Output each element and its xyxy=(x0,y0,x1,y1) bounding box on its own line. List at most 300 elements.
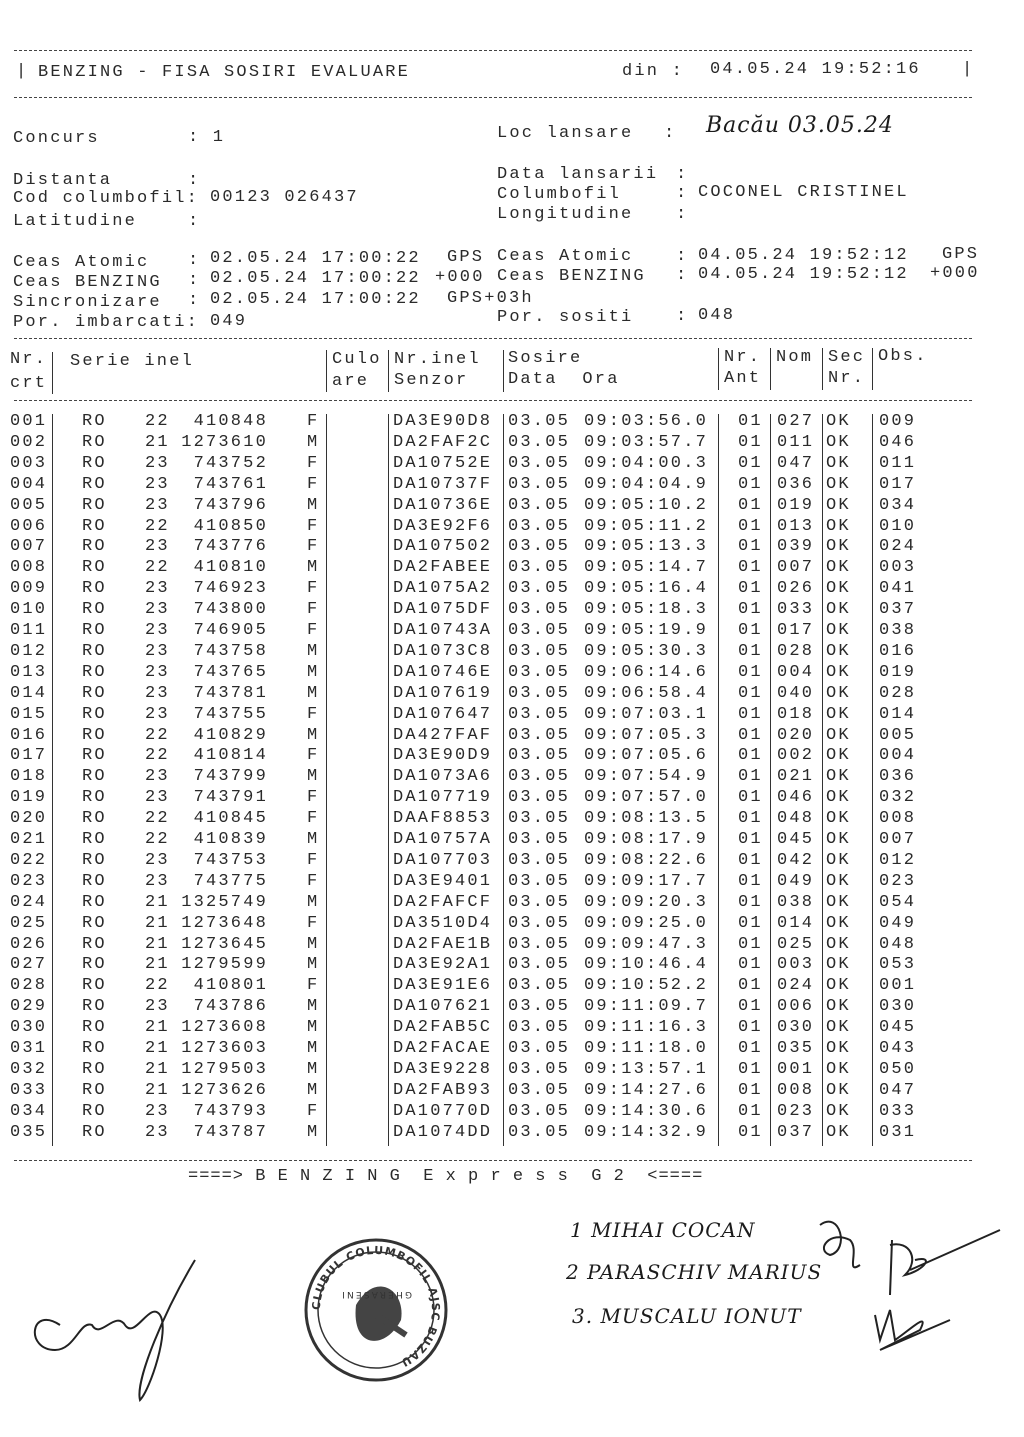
sec-status: OK xyxy=(826,600,851,620)
nom: 006 xyxy=(777,997,815,1017)
sec-status: OK xyxy=(826,725,851,745)
left-atomic-value: 02.05.24 17:00:22 xyxy=(210,249,421,268)
arrival-date: 03.05 xyxy=(508,955,571,975)
antenna-nr: 01 xyxy=(738,976,763,996)
ring-number: 1279599 xyxy=(181,955,268,975)
ring-year: 23 xyxy=(145,683,170,703)
divider xyxy=(14,97,972,98)
nom: 002 xyxy=(777,746,815,766)
ring-number: 1325749 xyxy=(181,892,268,912)
loc-lansare-label: Loc lansare xyxy=(497,124,634,143)
ring-year: 23 xyxy=(145,621,170,640)
sec-status: OK xyxy=(826,474,851,494)
row-number: 018 xyxy=(10,767,48,787)
frame-bar: | xyxy=(16,62,29,81)
ring-year: 22 xyxy=(145,412,170,431)
sensor-id: DA10752E xyxy=(393,453,493,473)
sensor-id: DA3E9401 xyxy=(393,871,493,891)
column-rule xyxy=(872,348,873,390)
sec-status: OK xyxy=(826,704,851,724)
obs: 049 xyxy=(879,913,917,933)
arrival-date: 03.05 xyxy=(508,453,571,473)
antenna-nr: 01 xyxy=(738,746,763,766)
sex: F xyxy=(307,788,320,808)
ring-country: RO xyxy=(82,516,107,536)
ring-country: RO xyxy=(82,997,107,1017)
antenna-nr: 01 xyxy=(738,516,763,536)
column-rule xyxy=(872,414,873,1146)
antenna-nr: 01 xyxy=(738,934,763,954)
row-number: 032 xyxy=(10,1059,48,1079)
stamp-inner-text: GHERASENI xyxy=(339,1289,413,1299)
arrival-date: 03.05 xyxy=(508,579,571,599)
ring-country: RO xyxy=(82,746,107,766)
nom: 047 xyxy=(777,453,815,473)
row-number: 031 xyxy=(10,1039,48,1058)
column-rule xyxy=(770,348,771,390)
arrival-time: 09:14:30.6 xyxy=(584,1101,709,1121)
obs: 036 xyxy=(879,767,917,787)
sec-status: OK xyxy=(826,976,851,996)
row-number: 034 xyxy=(10,1101,48,1121)
arrival-time: 09:07:03.1 xyxy=(584,704,709,724)
obs: 054 xyxy=(879,892,917,912)
sec-status: OK xyxy=(826,1039,851,1058)
sec-status: OK xyxy=(826,850,851,870)
obs: 037 xyxy=(879,600,917,620)
sincronizare-suffix: GPS+03h xyxy=(447,289,534,308)
sex: F xyxy=(307,976,320,996)
column-rule xyxy=(388,414,389,1146)
column-rule xyxy=(326,350,327,392)
ring-country: RO xyxy=(82,412,107,431)
sec-status: OK xyxy=(826,955,851,975)
nom: 018 xyxy=(777,704,815,724)
arrival-date: 03.05 xyxy=(508,1059,571,1079)
sensor-id: DA3E92A1 xyxy=(393,955,493,975)
ring-country: RO xyxy=(82,474,107,494)
sex: F xyxy=(307,746,320,766)
ring-year: 21 xyxy=(145,1039,170,1058)
nom: 008 xyxy=(777,1080,815,1100)
witness-3: 3. MUSCALU IONUT xyxy=(572,1304,802,1328)
col-sec-header: Sec xyxy=(828,348,866,367)
sex: M xyxy=(307,934,320,954)
sensor-id: DA3E9228 xyxy=(393,1059,493,1079)
sec-status: OK xyxy=(826,809,851,829)
nom: 001 xyxy=(777,1059,815,1079)
sex: F xyxy=(307,453,320,473)
por-imbarcati-label: Por. imbarcati: xyxy=(13,313,200,332)
sex: F xyxy=(307,600,320,620)
ring-country: RO xyxy=(82,704,107,724)
sensor-id: DA3E90D9 xyxy=(393,746,493,766)
ring-year: 23 xyxy=(145,788,170,808)
arrival-time: 09:05:11.2 xyxy=(584,516,709,536)
nom: 014 xyxy=(777,913,815,933)
columbofil-label: Columbofil xyxy=(497,185,622,204)
sex: F xyxy=(307,704,320,724)
antenna-nr: 01 xyxy=(738,683,763,703)
sec-status: OK xyxy=(826,516,851,536)
ring-country: RO xyxy=(82,788,107,808)
arrival-time: 09:09:17.7 xyxy=(584,871,709,891)
ring-year: 23 xyxy=(145,495,170,515)
sex: M xyxy=(307,662,320,682)
sex: M xyxy=(307,1122,320,1142)
row-number: 012 xyxy=(10,641,48,661)
sensor-id: DA2FABEE xyxy=(393,558,493,578)
ring-number: 746923 xyxy=(193,579,268,599)
sec-status: OK xyxy=(826,579,851,599)
col-senzor-header: Nr.inel xyxy=(394,350,481,369)
antenna-nr: 01 xyxy=(738,725,763,745)
arrival-date: 03.05 xyxy=(508,809,571,829)
arrival-time: 09:10:52.2 xyxy=(584,976,709,996)
distanta-label: Distanta xyxy=(13,171,113,190)
arrival-date: 03.05 xyxy=(508,850,571,870)
antenna-nr: 01 xyxy=(738,579,763,599)
arrival-time: 09:06:14.6 xyxy=(584,662,709,682)
sec-status: OK xyxy=(826,830,851,849)
arrival-date: 03.05 xyxy=(508,997,571,1017)
sensor-id: DA427FAF xyxy=(393,725,493,745)
arrival-date: 03.05 xyxy=(508,1122,571,1142)
nom: 021 xyxy=(777,767,815,787)
row-number: 002 xyxy=(10,432,48,452)
sex: M xyxy=(307,997,320,1017)
nom: 042 xyxy=(777,850,815,870)
obs: 047 xyxy=(879,1080,917,1100)
arrival-time: 09:14:32.9 xyxy=(584,1122,709,1142)
antenna-nr: 01 xyxy=(738,850,763,870)
row-number: 004 xyxy=(10,474,48,494)
sensor-id: DA2FAB93 xyxy=(393,1080,493,1100)
col-senzor-header: Senzor xyxy=(394,371,469,390)
sex: M xyxy=(307,830,320,849)
sex: M xyxy=(307,725,320,745)
ring-year: 21 xyxy=(145,1080,170,1100)
ring-country: RO xyxy=(82,662,107,682)
ring-country: RO xyxy=(82,495,107,515)
arrival-date: 03.05 xyxy=(508,537,571,557)
row-number: 003 xyxy=(10,453,48,473)
row-number: 005 xyxy=(10,495,48,515)
sex: M xyxy=(307,1059,320,1079)
arrival-date: 03.05 xyxy=(508,412,571,431)
row-number: 010 xyxy=(10,600,48,620)
ring-year: 23 xyxy=(145,579,170,599)
antenna-nr: 01 xyxy=(738,1080,763,1100)
obs: 045 xyxy=(879,1018,917,1038)
arrival-time: 09:06:58.4 xyxy=(584,683,709,703)
right-benzing-label: Ceas BENZING xyxy=(497,267,646,286)
colon: : xyxy=(188,251,201,270)
data-lansarii-label: Data lansarii xyxy=(497,165,659,184)
obs: 014 xyxy=(879,704,917,724)
ring-year: 21 xyxy=(145,1018,170,1038)
sensor-id: DA107647 xyxy=(393,704,493,724)
sensor-id: DA2FAF2C xyxy=(393,432,493,452)
antenna-nr: 01 xyxy=(738,892,763,912)
obs: 032 xyxy=(879,788,917,808)
ring-country: RO xyxy=(82,621,107,640)
left-benzing-suffix: +000 xyxy=(435,268,485,287)
sensor-id: DA1075DF xyxy=(393,600,493,620)
frame-bar: | xyxy=(962,60,975,79)
colon: : xyxy=(188,171,201,190)
arrival-date: 03.05 xyxy=(508,432,571,452)
antenna-nr: 01 xyxy=(738,662,763,682)
nom: 011 xyxy=(777,432,815,452)
row-number: 014 xyxy=(10,683,48,703)
sensor-id: DA2FAB5C xyxy=(393,1018,493,1038)
arrival-time: 09:04:00.3 xyxy=(584,453,709,473)
arrival-time: 09:07:05.3 xyxy=(584,725,709,745)
row-number: 029 xyxy=(10,997,48,1017)
arrival-time: 09:08:22.6 xyxy=(584,850,709,870)
antenna-nr: 01 xyxy=(738,1122,763,1142)
col-culoare-header: Culo xyxy=(332,350,382,369)
row-number: 013 xyxy=(10,662,48,682)
witness-2: 2 PARASCHIV MARIUS xyxy=(566,1260,823,1284)
obs: 028 xyxy=(879,683,917,703)
ring-year: 23 xyxy=(145,850,170,870)
sex: M xyxy=(307,558,320,578)
nom: 038 xyxy=(777,892,815,912)
arrival-date: 03.05 xyxy=(508,1101,571,1121)
sensor-id: DA1073C8 xyxy=(393,641,493,661)
ring-number: 743793 xyxy=(193,1101,268,1121)
antenna-nr: 01 xyxy=(738,997,763,1017)
sec-status: OK xyxy=(826,1122,851,1142)
sec-status: OK xyxy=(826,453,851,473)
ring-number: 746905 xyxy=(193,621,268,640)
sec-status: OK xyxy=(826,997,851,1017)
obs: 041 xyxy=(879,579,917,599)
column-rule xyxy=(718,414,719,1146)
sensor-id: DA10737F xyxy=(393,474,493,494)
obs: 038 xyxy=(879,621,917,640)
arrival-date: 03.05 xyxy=(508,976,571,996)
ring-number: 410839 xyxy=(193,830,268,849)
arrival-time: 09:08:13.5 xyxy=(584,809,709,829)
ring-year: 23 xyxy=(145,537,170,557)
ceas-atomic-label: Ceas Atomic xyxy=(13,253,150,272)
sensor-id: DA3E92F6 xyxy=(393,516,493,536)
arrival-time: 09:05:30.3 xyxy=(584,641,709,661)
sex: M xyxy=(307,1018,320,1038)
ring-year: 22 xyxy=(145,725,170,745)
arrival-date: 03.05 xyxy=(508,1039,571,1058)
obs: 008 xyxy=(879,809,917,829)
sex: M xyxy=(307,892,320,912)
antenna-nr: 01 xyxy=(738,704,763,724)
nom: 003 xyxy=(777,955,815,975)
ring-country: RO xyxy=(82,809,107,829)
antenna-nr: 01 xyxy=(738,1059,763,1079)
sex: M xyxy=(307,1080,320,1100)
ring-country: RO xyxy=(82,579,107,599)
arrival-time: 09:03:57.7 xyxy=(584,432,709,452)
row-number: 021 xyxy=(10,830,48,849)
antenna-nr: 01 xyxy=(738,830,763,849)
arrival-time: 09:07:54.9 xyxy=(584,767,709,787)
row-number: 009 xyxy=(10,579,48,599)
sensor-id: DA1073A6 xyxy=(393,767,493,787)
concurs-value: : 1 xyxy=(188,128,226,147)
col-nr-header: Nr. xyxy=(10,350,48,369)
ring-country: RO xyxy=(82,955,107,975)
sex: F xyxy=(307,412,320,431)
nom: 033 xyxy=(777,600,815,620)
ring-year: 21 xyxy=(145,1059,170,1079)
obs: 033 xyxy=(879,1101,917,1121)
right-atomic-value: 04.05.24 19:52:12 xyxy=(698,246,909,265)
colon: : xyxy=(676,165,689,184)
arrival-time: 09:07:57.0 xyxy=(584,788,709,808)
nom: 004 xyxy=(777,662,815,682)
din-label: din : xyxy=(622,62,685,81)
sec-status: OK xyxy=(826,558,851,578)
sensor-id: DA10743A xyxy=(393,621,493,640)
antenna-nr: 01 xyxy=(738,537,763,557)
antenna-nr: 01 xyxy=(738,1018,763,1038)
sensor-id: DA107719 xyxy=(393,788,493,808)
arrival-time: 09:07:05.6 xyxy=(584,746,709,766)
sec-status: OK xyxy=(826,641,851,661)
sex: M xyxy=(307,1039,320,1058)
antenna-nr: 01 xyxy=(738,1101,763,1121)
nom: 025 xyxy=(777,934,815,954)
row-number: 024 xyxy=(10,892,48,912)
obs: 009 xyxy=(879,412,917,431)
sex: M xyxy=(307,495,320,515)
nom: 048 xyxy=(777,809,815,829)
sec-status: OK xyxy=(826,934,851,954)
col-ant-header: Ant xyxy=(724,369,762,388)
column-rule xyxy=(718,348,719,390)
sensor-id: DA10736E xyxy=(393,495,493,515)
sensor-id: DA2FAFCF xyxy=(393,892,493,912)
antenna-nr: 01 xyxy=(738,495,763,515)
arrival-date: 03.05 xyxy=(508,600,571,620)
sex: F xyxy=(307,850,320,870)
ring-number: 743765 xyxy=(193,662,268,682)
ring-number: 410848 xyxy=(193,412,268,431)
arrival-date: 03.05 xyxy=(508,495,571,515)
report-title: BENZING - FISA SOSIRI EVALUARE xyxy=(38,63,411,82)
row-number: 033 xyxy=(10,1080,48,1100)
colon: : xyxy=(188,291,201,310)
ring-number: 743781 xyxy=(193,683,268,703)
row-number: 008 xyxy=(10,558,48,578)
arrival-date: 03.05 xyxy=(508,516,571,536)
ring-country: RO xyxy=(82,1080,107,1100)
col-sosire-header: Sosire xyxy=(508,349,583,368)
ring-country: RO xyxy=(82,767,107,787)
cod-columbofil-value: 00123 026437 xyxy=(210,188,359,207)
arrival-time: 09:05:18.3 xyxy=(584,600,709,620)
columbofil-value: COCONEL CRISTINEL xyxy=(698,183,909,202)
ring-country: RO xyxy=(82,913,107,933)
sec-status: OK xyxy=(826,1101,851,1121)
nom: 020 xyxy=(777,725,815,745)
arrival-time: 09:10:46.4 xyxy=(584,955,709,975)
obs: 024 xyxy=(879,537,917,557)
ring-number: 743786 xyxy=(193,997,268,1017)
obs: 011 xyxy=(879,453,917,473)
ring-number: 743775 xyxy=(193,871,268,891)
ring-country: RO xyxy=(82,725,107,745)
latitudine-label: Latitudine xyxy=(13,212,138,231)
colon: : xyxy=(676,266,689,285)
sec-status: OK xyxy=(826,662,851,682)
arrival-date: 03.05 xyxy=(508,558,571,578)
arrival-date: 03.05 xyxy=(508,892,571,912)
row-number: 026 xyxy=(10,934,48,954)
nom: 026 xyxy=(777,579,815,599)
antenna-nr: 01 xyxy=(738,621,763,640)
arrival-date: 03.05 xyxy=(508,474,571,494)
nom: 037 xyxy=(777,1122,815,1142)
ring-number: 743800 xyxy=(193,600,268,620)
ring-year: 23 xyxy=(145,641,170,661)
row-number: 020 xyxy=(10,809,48,829)
ring-country: RO xyxy=(82,830,107,849)
nom: 017 xyxy=(777,621,815,640)
column-rule xyxy=(770,414,771,1146)
row-number: 016 xyxy=(10,725,48,745)
antenna-nr: 01 xyxy=(738,641,763,661)
ring-year: 21 xyxy=(145,913,170,933)
arrival-time: 09:05:10.2 xyxy=(584,495,709,515)
ring-year: 23 xyxy=(145,662,170,682)
sensor-id: DA3E91E6 xyxy=(393,976,493,996)
ring-country: RO xyxy=(82,976,107,996)
arrival-time: 09:05:16.4 xyxy=(584,579,709,599)
svg-text:CLUBUL COLUMBOFIL AJSC BUZAU xyxy=(310,1244,442,1370)
signature-area xyxy=(0,1190,1024,1437)
column-rule xyxy=(503,350,504,392)
column-rule xyxy=(503,414,504,1146)
nom: 019 xyxy=(777,495,815,515)
col-sosire-header: Data Ora xyxy=(508,370,620,389)
ring-year: 23 xyxy=(145,600,170,620)
column-rule xyxy=(822,414,823,1146)
por-imbarcati-value: 049 xyxy=(210,312,248,331)
por-sositi-label: Por. sositi xyxy=(497,308,634,327)
obs: 046 xyxy=(879,432,917,452)
arrival-date: 03.05 xyxy=(508,913,571,933)
arrival-time: 09:14:27.6 xyxy=(584,1080,709,1100)
ring-number: 410829 xyxy=(193,725,268,745)
sex: F xyxy=(307,913,320,933)
col-nr-header: crt xyxy=(10,374,48,393)
arrival-date: 03.05 xyxy=(508,934,571,954)
sex: F xyxy=(307,809,320,829)
sec-status: OK xyxy=(826,1018,851,1038)
colon: : xyxy=(188,212,201,231)
divider xyxy=(14,338,972,339)
nom: 049 xyxy=(777,871,815,891)
col-ant-header: Nr. xyxy=(724,348,762,367)
colon: : xyxy=(664,124,677,143)
obs: 053 xyxy=(879,955,917,975)
arrival-date: 03.05 xyxy=(508,767,571,787)
col-sec-header: Nr. xyxy=(828,369,866,388)
sec-status: OK xyxy=(826,767,851,787)
